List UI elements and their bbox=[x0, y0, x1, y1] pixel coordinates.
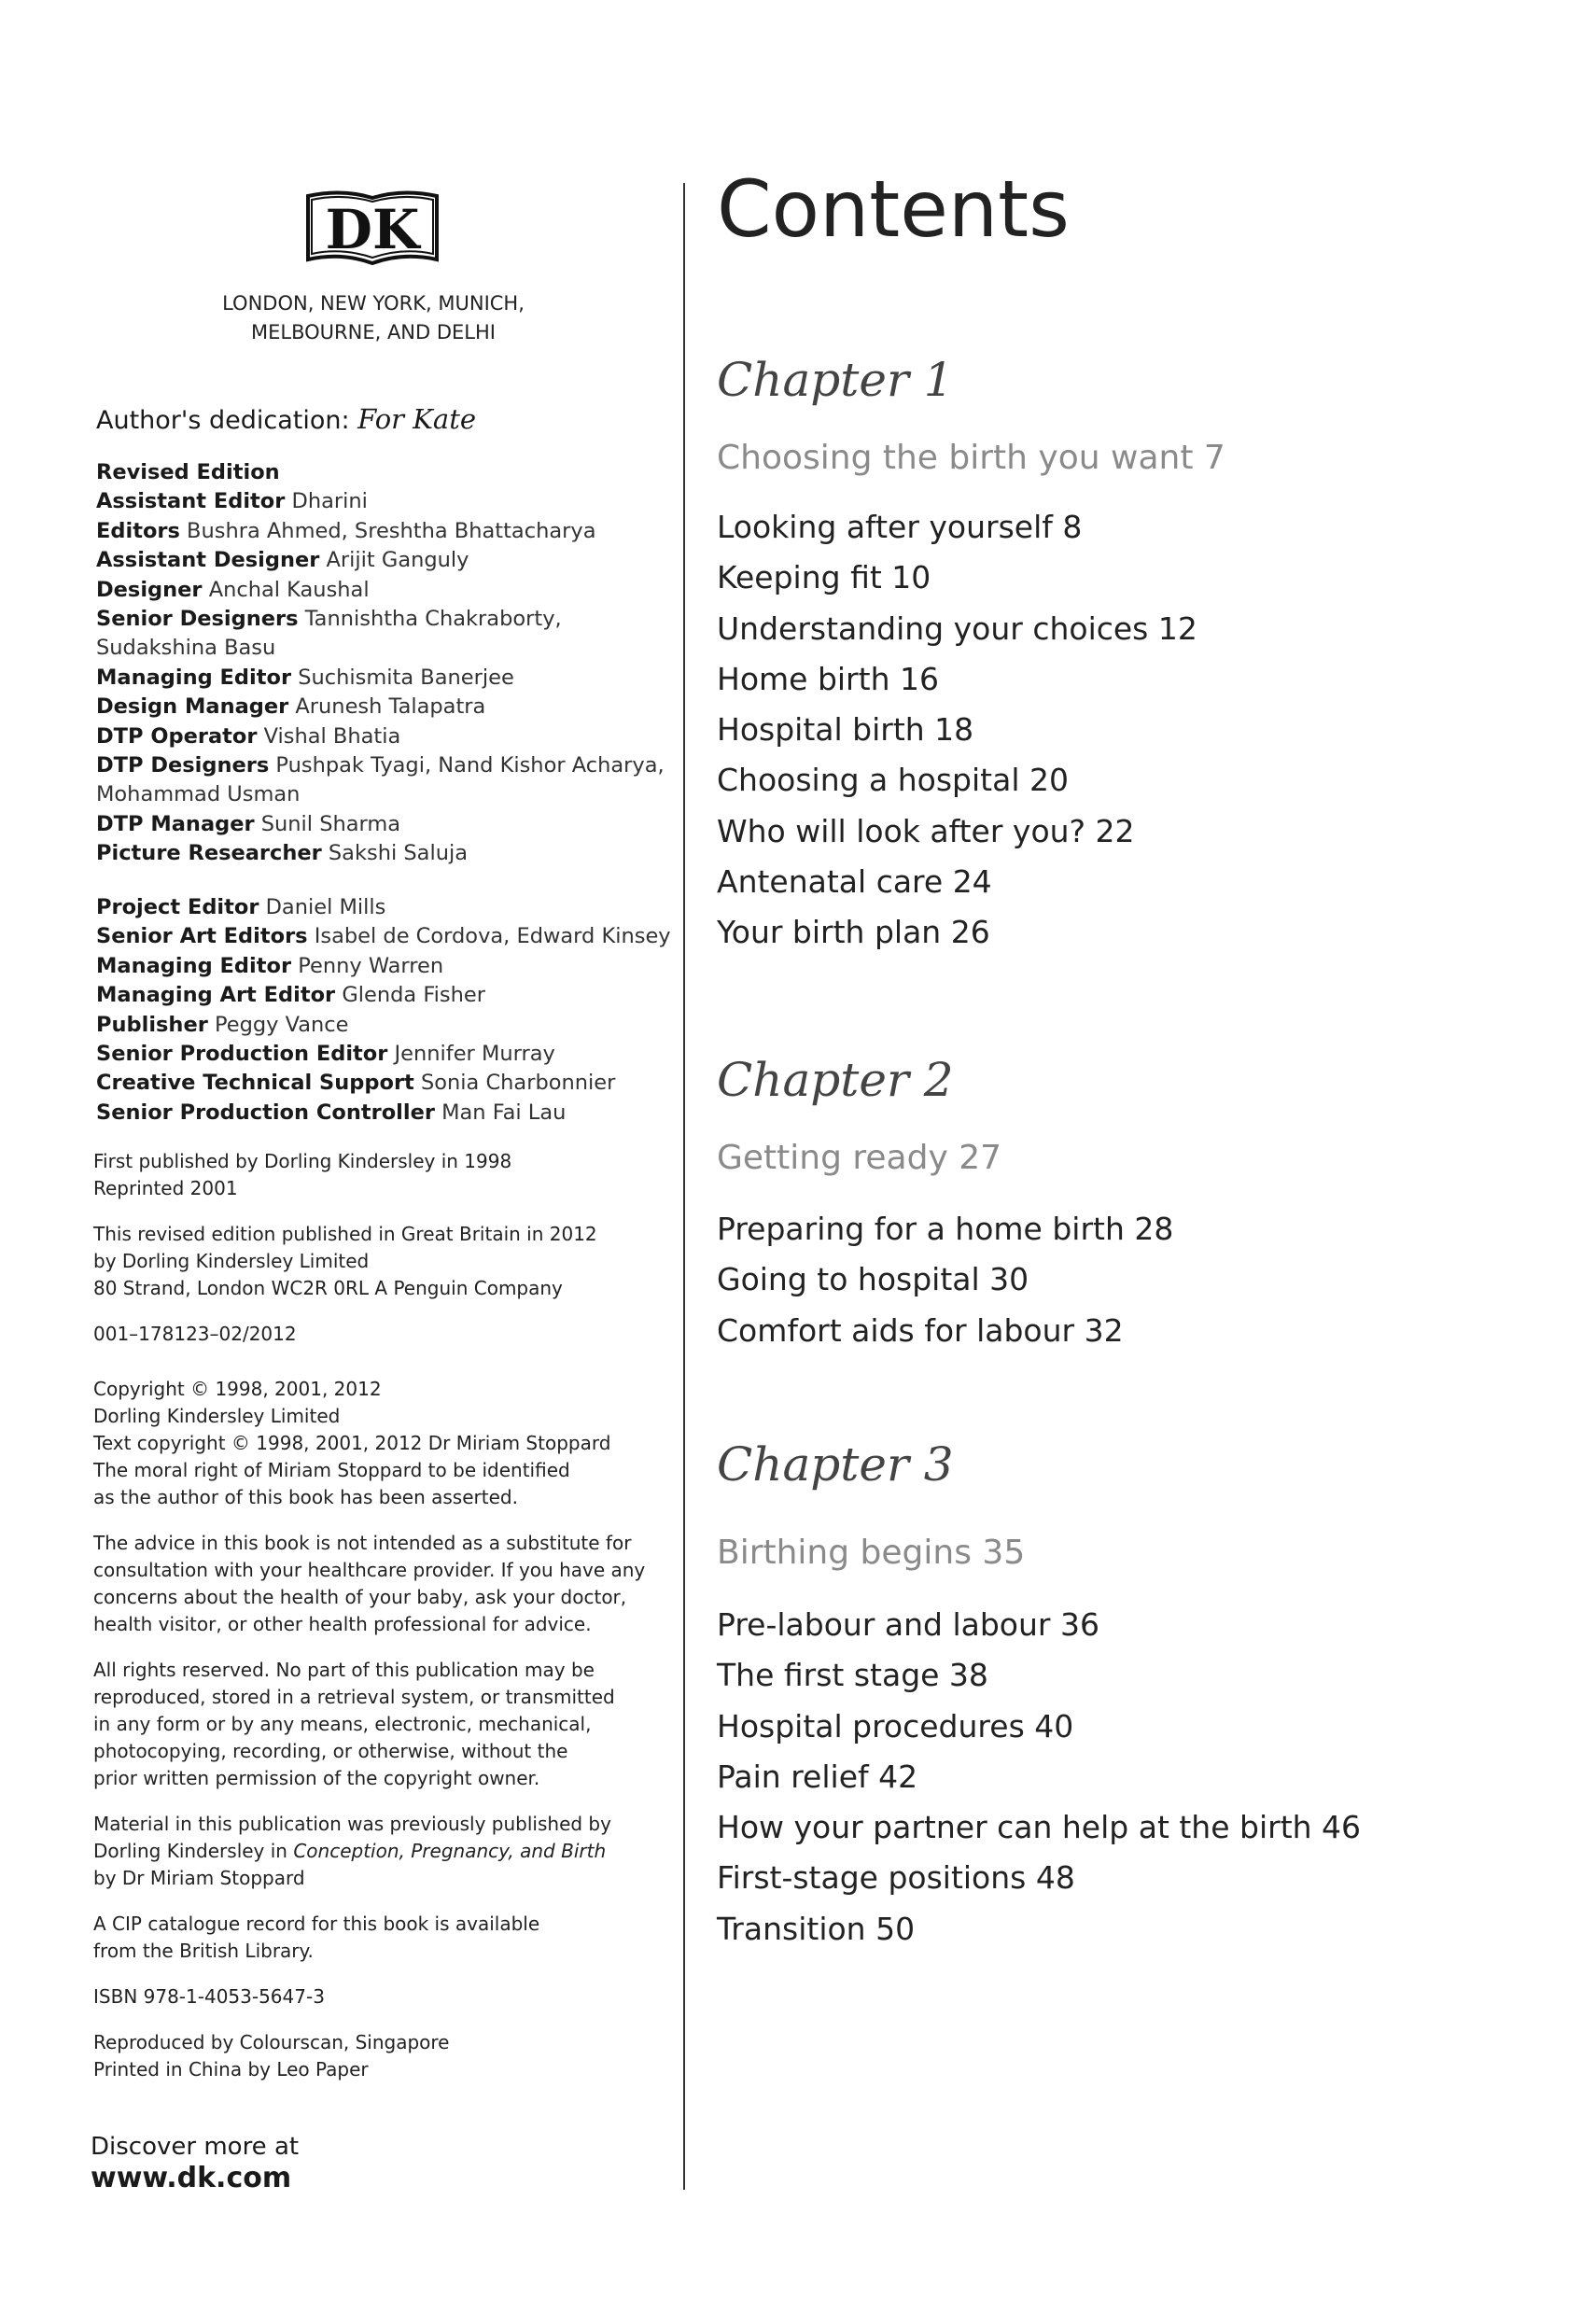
credit-role: Managing Editor bbox=[96, 953, 292, 978]
website-link[interactable]: www.dk.com bbox=[91, 2162, 292, 2194]
dedication-label: Author's dedication: bbox=[96, 406, 350, 435]
credit-line bbox=[96, 751, 693, 780]
credit-role: DTP Manager bbox=[96, 811, 255, 836]
credit-name-continued: Sudakshina Basu bbox=[96, 636, 276, 661]
printing-info: Reproduced by Colourscan, Singapore Printed in China by Leo Paper bbox=[93, 2031, 450, 2081]
chapter-subtitle[interactable]: Getting ready 27 bbox=[717, 1139, 1002, 1177]
credit-line bbox=[96, 952, 693, 981]
toc-entry[interactable]: Home birth 16 bbox=[717, 660, 939, 697]
chapter-subtitle[interactable]: Choosing the birth you want 7 bbox=[717, 439, 1225, 477]
toc-entry[interactable]: First-stage positions 48 bbox=[717, 1859, 1075, 1897]
copyright: Copyright © 1998, 2001, 2012 Dorling Kindersley Limited Text copyright © 1998, 2001, 2012 Dr Miriam Stoppard The moral right of Miriam Stoppard to be identified as the author of this book has been asserted. bbox=[93, 1378, 611, 1508]
credit-name-continued: Mohammad Usman bbox=[96, 782, 301, 807]
credit-line bbox=[96, 664, 693, 693]
chapter-toc-list bbox=[717, 1204, 1173, 1356]
cip-notice: A CIP catalogue record for this book is available from the British Library. bbox=[93, 1913, 540, 1962]
chapter-heading: Chapter 2 bbox=[717, 1053, 954, 1107]
dedication-text: For Kate bbox=[357, 403, 477, 435]
credit-role: Designer bbox=[96, 577, 203, 602]
credit-line bbox=[96, 722, 693, 751]
credit-role: Managing Editor bbox=[96, 665, 292, 690]
revised-published: This revised edition published in Great Britain in 2012 by Dorling Kindersley Limited 80 Strand, London WC2R 0RL A Penguin Company bbox=[93, 1223, 597, 1299]
toc-entry[interactable]: Comfort aids for labour 32 bbox=[717, 1311, 1124, 1349]
toc-entry[interactable]: The first stage 38 bbox=[717, 1657, 988, 1694]
toc-entry[interactable]: Going to hospital 30 bbox=[717, 1261, 1029, 1298]
legal-text bbox=[93, 1148, 691, 2102]
toc-entry[interactable]: Hospital birth 18 bbox=[717, 711, 974, 749]
credit-line bbox=[96, 810, 693, 839]
credit-line bbox=[96, 1099, 693, 1128]
credit-line bbox=[96, 1069, 693, 1098]
credit-line bbox=[96, 487, 693, 516]
toc-entry[interactable]: Keeping fit 10 bbox=[717, 559, 931, 596]
credit-role: Assistant Designer bbox=[96, 548, 320, 573]
credit-name: Arunesh Talapatra bbox=[295, 694, 486, 720]
toc-entry[interactable]: Preparing for a home birth 28 bbox=[717, 1211, 1174, 1247]
chapter-heading: Chapter 3 bbox=[717, 1437, 954, 1492]
credit-name: Pushpak Tyagi, Nand Kishor Acharya, bbox=[275, 753, 665, 778]
credit-role: Picture Researcher bbox=[96, 841, 322, 866]
credit-name: Anchal Kaushal bbox=[208, 577, 370, 602]
discover-label: Discover more at bbox=[91, 2133, 300, 2161]
credit-role: Senior Designers bbox=[96, 607, 299, 632]
credit-name: Sonia Charbonnier bbox=[420, 1071, 616, 1096]
toc-entry[interactable]: Choosing a hospital 20 bbox=[717, 762, 1069, 799]
credit-role: Managing Art Editor bbox=[96, 983, 336, 1008]
toc-entry[interactable]: Transition 50 bbox=[717, 1910, 916, 1947]
contents-title: Contents bbox=[717, 163, 1070, 255]
credit-line bbox=[96, 1011, 693, 1040]
credit-role: Editors bbox=[96, 518, 180, 543]
material-notice: Material in this publication was previously published by Dorling Kindersley in Conception, Pregnancy, and Birth by Dr Miriam Stoppard bbox=[93, 1813, 611, 1889]
toc-entry[interactable]: Hospital procedures 40 bbox=[717, 1707, 1074, 1745]
credit-line bbox=[96, 839, 693, 868]
toc-entry[interactable]: Antenatal care 24 bbox=[717, 863, 992, 901]
chapter-toc-list bbox=[717, 1600, 1361, 1955]
credit-role: DTP Designers bbox=[96, 753, 270, 778]
credit-role: Senior Art Editors bbox=[96, 924, 308, 949]
credit-line bbox=[96, 981, 693, 1010]
credit-name: Peggy Vance bbox=[214, 1012, 349, 1037]
credit-name: Sunil Sharma bbox=[260, 811, 401, 836]
isbn: ISBN 978-1-4053-5647-3 bbox=[93, 1985, 325, 2008]
cities-line: MELBOURNE, AND DELHI bbox=[251, 321, 496, 343]
credit-line bbox=[96, 693, 693, 722]
credit-line bbox=[96, 605, 693, 634]
credit-line bbox=[96, 1040, 693, 1069]
dedication bbox=[96, 403, 476, 435]
toc-entry[interactable]: Your birth plan 26 bbox=[717, 914, 990, 951]
toc-entry[interactable]: Who will look after you? 22 bbox=[717, 812, 1135, 849]
credit-name: Tannishtha Chakraborty, bbox=[304, 607, 562, 632]
column-divider bbox=[683, 183, 685, 2190]
credit-name: Daniel Mills bbox=[265, 895, 386, 919]
publisher-cities bbox=[140, 289, 607, 347]
revised-edition-heading: Revised Edition bbox=[96, 460, 280, 484]
svg-text:DK: DK bbox=[325, 198, 420, 261]
first-published: First published by Dorling Kindersley in 1998 Reprinted 2001 bbox=[93, 1150, 512, 1199]
toc-entry[interactable]: Looking after yourself 8 bbox=[717, 509, 1083, 545]
credit-name: Isabel de Cordova, Edward Kinsey bbox=[314, 924, 671, 949]
credit-role: Senior Production Editor bbox=[96, 1042, 388, 1067]
credit-name: Bushra Ahmed, Sreshtha Bhattacharya bbox=[187, 518, 596, 543]
credit-role: Creative Technical Support bbox=[96, 1071, 414, 1096]
credit-name: Dharini bbox=[291, 489, 368, 514]
chapter-subtitle[interactable]: Birthing begins 35 bbox=[717, 1534, 1026, 1572]
credit-name: Penny Warren bbox=[298, 953, 444, 978]
toc-entry[interactable]: Understanding your choices 12 bbox=[717, 610, 1197, 647]
credit-line bbox=[96, 893, 693, 922]
credit-role: Senior Production Controller bbox=[96, 1100, 435, 1125]
credit-role: DTP Operator bbox=[96, 723, 258, 749]
credit-role: Project Editor bbox=[96, 895, 259, 919]
discover-more bbox=[91, 2132, 299, 2193]
credit-name: Man Fai Lau bbox=[441, 1100, 567, 1125]
credit-line bbox=[96, 546, 693, 575]
original-credits bbox=[96, 893, 693, 1128]
revised-credits bbox=[96, 458, 693, 869]
toc-entry[interactable]: How your partner can help at the birth 46 bbox=[717, 1809, 1362, 1846]
credit-role: Publisher bbox=[96, 1012, 208, 1037]
credit-name: Glenda Fisher bbox=[342, 983, 485, 1008]
print-code: 001–178123–02/2012 bbox=[93, 1323, 297, 1345]
rights-notice: All rights reserved. No part of this publication may be reproduced, stored in a retrieval system, or transmitted in any form or by any means, electronic, mechanical, photocopying, recording, or otherwise, without the prior written permission of the copyright owner. bbox=[93, 1659, 615, 1789]
credit-role: Assistant Editor bbox=[96, 489, 286, 514]
credit-name: Sakshi Saluja bbox=[328, 841, 468, 866]
chapter-toc-list bbox=[717, 502, 1197, 959]
credit-name: Suchismita Banerjee bbox=[298, 665, 514, 690]
advice-notice: The advice in this book is not intended as a substitute for consultation with your healthcare provider. If you have any concerns about the health of your baby, ask your doctor, health visitor, or other health professional for advice. bbox=[93, 1532, 646, 1635]
toc-entry[interactable]: Pain relief 42 bbox=[717, 1758, 918, 1795]
credit-line bbox=[96, 922, 693, 951]
credit-name: Vishal Bhatia bbox=[263, 723, 401, 749]
credit-role: Design Manager bbox=[96, 694, 289, 720]
toc-entry[interactable]: Pre-labour and labour 36 bbox=[717, 1606, 1099, 1643]
credit-line bbox=[96, 517, 693, 546]
dk-logo bbox=[304, 187, 441, 271]
credit-line bbox=[96, 576, 693, 605]
credit-name: Jennifer Murray bbox=[394, 1042, 555, 1067]
cities-line: LONDON, NEW YORK, MUNICH, bbox=[222, 292, 525, 315]
chapter-heading: Chapter 1 bbox=[717, 353, 954, 407]
credit-name: Arijit Ganguly bbox=[326, 548, 469, 573]
